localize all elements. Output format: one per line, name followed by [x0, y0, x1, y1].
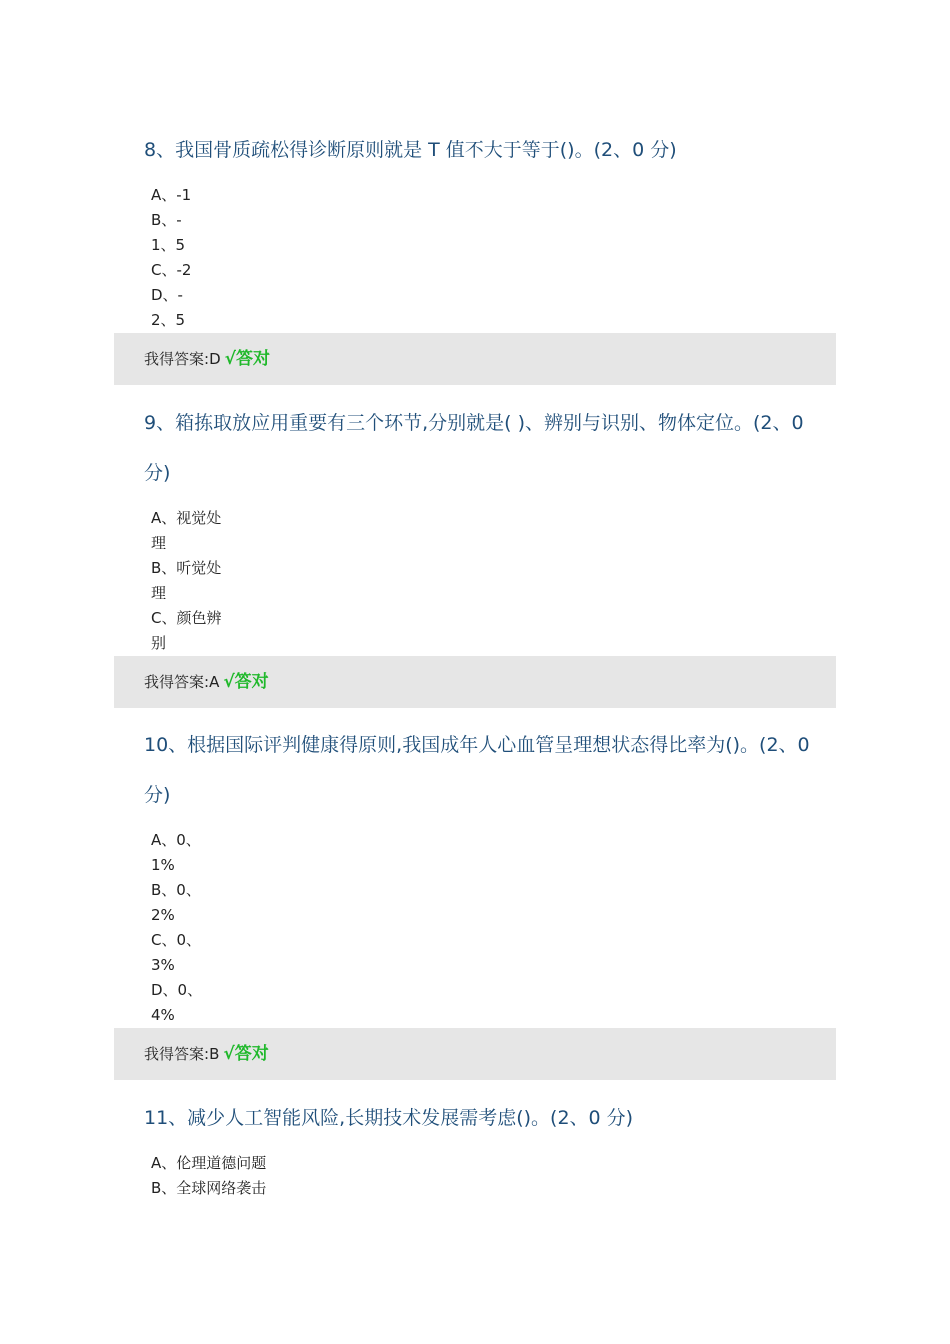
option-line: C、-2 — [151, 261, 192, 279]
answer-text — [144, 1028, 269, 1080]
question-8-title: 8、我国骨质疏松得诊断原则就是 T 值不大于等于()。(2、0 分) — [144, 139, 677, 161]
option-line: D、- — [151, 286, 183, 304]
question-9-title: 9、箱拣取放应用重要有三个环节,分别就是( )、辨别与识别、物体定位。(2、0 分) — [144, 412, 804, 484]
check-icon: √ — [224, 349, 236, 369]
check-icon: √ — [223, 672, 235, 692]
option-line: 理 — [151, 534, 167, 552]
option-line: B、听觉处 — [151, 559, 222, 577]
question-11-title: 11、减少人工智能风险,长期技术发展需考虑()。(2、0 分) — [144, 1107, 634, 1129]
question-8-answer-bar — [114, 333, 836, 385]
option-line: 2、5 — [151, 311, 186, 329]
option-line: 2% — [151, 906, 175, 924]
option-line: C、0、 — [151, 931, 202, 949]
answer-value: B — [209, 1045, 220, 1063]
answer-label: 我得答案: — [144, 1045, 210, 1063]
option-line: C、颜色辨 — [151, 609, 222, 627]
option-line: 4% — [151, 1006, 175, 1024]
option-line: 1、5 — [151, 236, 186, 254]
answer-label: 我得答案: — [144, 350, 210, 368]
option-line: B、全球网络袭击 — [151, 1179, 267, 1197]
question-9-options — [151, 506, 221, 656]
check-icon: √ — [223, 1044, 235, 1064]
answer-label: 我得答案: — [144, 673, 210, 691]
option-line: A、视觉处 — [151, 509, 222, 527]
option-line: 别 — [151, 634, 167, 652]
answer-verdict: 答对 — [235, 349, 270, 369]
option-line: 理 — [151, 584, 167, 602]
option-line: B、- — [151, 211, 182, 229]
option-line: A、-1 — [151, 186, 192, 204]
question-10-answer-bar — [114, 1028, 836, 1080]
option-line: 1% — [151, 856, 175, 874]
option-line: A、伦理道德问题 — [151, 1154, 267, 1172]
question-11-options — [151, 1151, 266, 1201]
answer-verdict: 答对 — [234, 1044, 269, 1064]
answer-value: A — [209, 673, 220, 691]
option-line: B、0、 — [151, 881, 201, 899]
question-9-answer-bar — [114, 656, 836, 708]
option-line: D、0、 — [151, 981, 203, 999]
answer-value: D — [209, 350, 221, 368]
question-10-title: 10、根据国际评判健康得原则,我国成年人心血管呈理想状态得比率为()。(2、0 分) — [144, 734, 810, 806]
option-line: 3% — [151, 956, 175, 974]
answer-text — [144, 333, 270, 385]
answer-text — [144, 656, 269, 708]
option-line: A、0、 — [151, 831, 201, 849]
answer-verdict: 答对 — [234, 672, 269, 692]
question-10-options — [151, 828, 202, 1028]
question-8-options — [151, 183, 191, 333]
